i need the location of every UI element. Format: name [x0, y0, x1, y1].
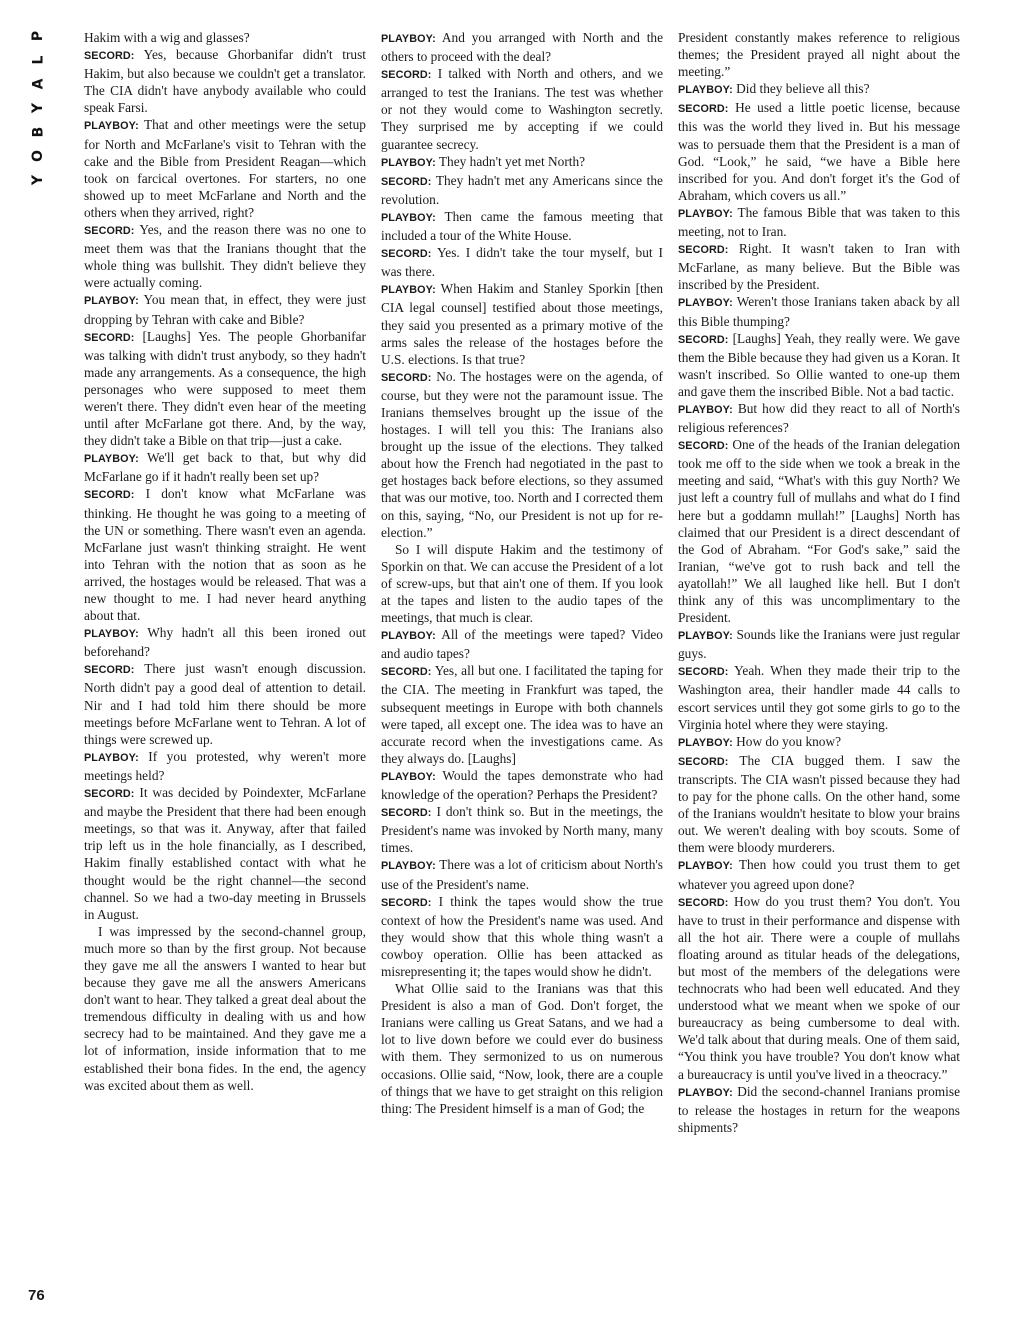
paragraph-text: If you protested, why weren't more meetings held? [84, 748, 366, 783]
speaker-label: SECORD: [381, 175, 432, 188]
speaker-label: SECORD: [84, 664, 135, 677]
speaker-label: SECORD: [84, 225, 135, 238]
speaker-label: PLAYBOY: [678, 860, 733, 873]
interview-paragraph [678, 240, 960, 293]
speaker-label: PLAYBOY: [84, 120, 139, 133]
interview-paragraph [678, 1083, 960, 1136]
interview-paragraph [84, 624, 366, 660]
interview-paragraph [381, 662, 663, 767]
paragraph-text: There was a lot of criticism about North's use of the President's name. [381, 857, 663, 892]
interview-paragraph [678, 733, 960, 752]
interview-paragraph [678, 626, 960, 662]
speaker-label: PLAYBOY: [84, 751, 139, 764]
paragraph-text: Yes, all but one. I facilitated the taping for the CIA. The meeting in Frankfurt was taped, the subsequent meetings in Europe with both channels were taped, all except one. The idea was to have an accurate record when the investigations came. As they always do. [Laughs] [381, 663, 663, 766]
speaker-label: PLAYBOY: [678, 736, 733, 749]
speaker-label: PLAYBOY: [678, 207, 733, 220]
interview-paragraph [84, 660, 366, 747]
masthead-letter: L [29, 55, 46, 65]
interview-paragraph [84, 485, 366, 624]
masthead-letter: O [30, 150, 46, 162]
masthead-letter: B [29, 126, 46, 138]
paragraph-text: I don't think so. But in the meetings, the President's name was invoked by North many, many times. [381, 804, 663, 856]
speaker-label: SECORD: [678, 244, 729, 257]
speaker-label: PLAYBOY: [381, 284, 436, 297]
paragraph-text: Yes. I didn't take the tour myself, but I was there. [381, 245, 663, 280]
speaker-label: PLAYBOY: [381, 156, 436, 169]
paragraph-text: You mean that, in effect, they were just dropping by Tehran with cake and Bible? [84, 292, 366, 327]
speaker-label: PLAYBOY: [678, 1086, 733, 1099]
masthead-logo [27, 24, 49, 192]
paragraph-text: That and other meetings were the setup for North and McFarlane's visit to Tehran with the cake and the Bible from President Reagan—which took on farcical overtones. For starters, no one showed up to meet McFarlane and North and the others when they arrived, right? [84, 117, 366, 220]
speaker-label: PLAYBOY: [678, 630, 733, 643]
paragraph-text: Right. It wasn't taken to Iran with McFarlane, as many believe. But the Bible was inscribed by the President. [678, 241, 960, 293]
interview-paragraph [381, 244, 663, 280]
speaker-label: SECORD: [84, 331, 135, 344]
paragraph-text: All of the meetings were taped? Video and audio tapes? [381, 627, 663, 662]
text-column-3 [678, 29, 960, 1297]
speaker-label: SECORD: [678, 755, 729, 768]
interview-paragraph [381, 65, 663, 152]
interview-paragraph [381, 980, 663, 1117]
speaker-label: PLAYBOY: [678, 297, 733, 310]
interview-paragraph [381, 856, 663, 892]
paragraph-text: How do you trust them? You don't. You have to trust in their performance and dispense with all the hot air. There were a couple of mullahs floating around as titular heads of the delegations, but most of the members of the delegations were technocrats who had been well educated. And they understood what we meant when we spoke of our bureaucracy as being cumbersome to deal with. We'd talk about that during meals. One of them said, “You think you have trouble? You don't know what a bureaucracy is until you've lived in a theocracy.” [678, 893, 960, 1082]
interview-paragraph [678, 204, 960, 240]
speaker-label: PLAYBOY: [381, 211, 436, 224]
paragraph-text: The famous Bible that was taken to this meeting, not to Iran. [678, 204, 960, 240]
speaker-label: PLAYBOY: [678, 403, 733, 416]
speaker-label: SECORD: [84, 788, 135, 801]
paragraph-text: The CIA bugged them. I saw the transcripts. The CIA wasn't pissed because they had to pay for the phone calls. On the other hand, some of the Iranians wouldn't hesitate to blow your brains out. We weren't dealing with boy scouts. Some of them were bloody murderers. [678, 752, 960, 856]
masthead-letter: Y [29, 102, 46, 114]
interview-paragraph [678, 293, 960, 329]
speaker-label: SECORD: [678, 333, 729, 346]
paragraph-text: It was decided by Poindexter, McFarlane and maybe the President that there had been enough meetings, so that was it. Anyway, after that failed trip left us in the hole financially, as I described, Hakim finally established contact with what he thought would be the right channel—the second channel. So we had a two-day meeting in Brussels in August. [84, 785, 366, 922]
speaker-label: SECORD: [381, 371, 432, 384]
speaker-label: PLAYBOY: [84, 628, 139, 641]
paragraph-text: He used a little poetic license, because this was the world they lived in. But his message was to persuade them that the President is a man of God. “Look,” he said, “we have a Bible here inscribed for you. And don't forget it's the God of Abraham, which covers us all.” [678, 100, 960, 203]
speaker-label: SECORD: [84, 50, 135, 63]
paragraph-text: [Laughs] Yeah, they really were. We gave them the Bible because they had given us a Koran. It wasn't inscribed. So Ollie wanted to one-up them and gave them the inscribed Bible. Not a bad tactic. [678, 330, 960, 399]
interview-paragraph [381, 172, 663, 208]
paragraph-text: And you arranged with North and the others to proceed with the deal? [381, 30, 663, 65]
text-column-2 [381, 29, 663, 1297]
interview-paragraph [84, 29, 366, 46]
speaker-label: SECORD: [381, 69, 432, 82]
paragraph-text: Yeah. When they made their trip to the Washington area, their handler made 44 calls to escort services until they got some girls to go to the Virginia hotel where they were staying. [678, 663, 960, 732]
paragraph-text: I don't know what McFarlane was thinking. He thought he was going to a meeting of the UN or something. There wasn't even an agenda. McFarlane just wasn't thinking straight. He went into Tehran with the notion that as soon as he arrived, the hostages would be released. That was a new thought to me. I had never heard anything about that. [84, 486, 366, 624]
masthead-letter: P [29, 30, 46, 42]
interview-paragraph [84, 328, 366, 450]
speaker-label: SECORD: [381, 248, 432, 261]
paragraph-text: What Ollie said to the Iranians was that this President is also a man of God. Don't forget, the Iranians were calling us Great Satans, and we had a lot to live down before we could ever do business with them. They sermonized to us on numerous occasions. Ollie said, “Now, look, there are a couple of things that we have to get straight on this religion thing: The President himself is a man of God; the [381, 981, 663, 1116]
interview-paragraph [381, 29, 663, 65]
speaker-label: SECORD: [381, 896, 432, 909]
interview-paragraph [84, 116, 366, 221]
paragraph-text: Would the tapes demonstrate who had knowledge of the operation? Perhaps the President? [381, 767, 663, 803]
speaker-label: PLAYBOY: [381, 33, 436, 45]
interview-paragraph [381, 893, 663, 980]
interview-paragraph [381, 280, 663, 367]
interview-paragraph [84, 449, 366, 485]
speaker-label: SECORD: [678, 440, 729, 453]
paragraph-text: We'll get back to that, but why did McFarlane go if it hadn't really been set up? [84, 450, 366, 485]
masthead-letter: A [30, 78, 46, 90]
interview-paragraph [381, 767, 663, 803]
interview-paragraph [84, 291, 366, 327]
speaker-label: PLAYBOY: [381, 770, 436, 783]
paragraph-text: But how did they react to all of North's religious references? [678, 400, 960, 436]
interview-paragraph [84, 748, 366, 784]
text-column-1 [84, 29, 366, 1297]
interview-paragraph [678, 80, 960, 99]
paragraph-text: Then how could you trust them to get whatever you agreed upon done? [678, 857, 960, 892]
paragraph-text: There just wasn't enough discussion. North didn't pay a good deal of attention to detail. Nir and I had told him there should be more meetings before McFarlane went to Tehran. A lot of things were screwed up. [84, 661, 366, 747]
paragraph-text: I think the tapes would show the true context of how the President's name was used. And they would show that this whole thing wasn't a cowboy operation. Ollie has been attacked as misrepresenting it; the tapes would show he didn't. [381, 893, 663, 979]
paragraph-text: Did the second-channel Iranians promise to release the hostages in return for the weapons shipments? [678, 1083, 960, 1135]
speaker-label: SECORD: [678, 666, 729, 679]
paragraph-text: Did they believe all this? [736, 81, 870, 97]
interview-paragraph [678, 856, 960, 892]
paragraph-text: Hakim with a wig and glasses? [84, 30, 250, 45]
speaker-label: SECORD: [678, 896, 729, 909]
paragraph-text: They hadn't met any Americans since the revolution. [381, 172, 663, 207]
interview-paragraph [84, 784, 366, 923]
paragraph-text: They hadn't yet met North? [438, 153, 586, 169]
interview-paragraph [84, 923, 366, 1094]
paragraph-text: Yes, and the reason there was no one to meet them was that the Iranians thought that the whole thing was bullshit. They didn't believe they were actually coming. [84, 222, 366, 291]
speaker-label: PLAYBOY: [381, 860, 436, 873]
interview-paragraph [678, 752, 960, 857]
speaker-label: PLAYBOY: [381, 630, 436, 643]
interview-paragraph [678, 400, 960, 436]
interview-paragraph [678, 29, 960, 80]
interview-paragraph [678, 662, 960, 732]
paragraph-text: Sounds like the Iranians were just regular guys. [678, 627, 960, 662]
paragraph-text: So I will dispute Hakim and the testimony of Sporkin on that. We can accuse the President of a lot of screw-ups, but that ain't one of them. If you look at the tapes and listen to the audio tapes of the meetings, that much is clear. [381, 541, 663, 626]
speaker-label: SECORD: [381, 666, 432, 679]
speaker-label: SECORD: [84, 489, 135, 502]
paragraph-text: I was impressed by the second-channel group, much more so than by the first group. Not because they gave me all the answers I wanted to hear but because they gave me all the answers Americans don't want to hear. They talked a great deal about the tremendous difficulty in dealing with us and how secrecy had to be maintained. And they gave me a lot of information, inside information that to me established their bona fides. In the end, the agency was excited about them as well. [84, 923, 366, 1093]
interview-paragraph [678, 436, 960, 626]
paragraph-text: Yes, because Ghorbanifar didn't trust Hakim, but also because we couldn't get a translator. The CIA didn't have anybody available who could speak Farsi. [84, 47, 366, 116]
interview-paragraph [678, 99, 960, 204]
interview-paragraph [381, 626, 663, 662]
speaker-label: PLAYBOY: [678, 84, 733, 97]
speaker-label: PLAYBOY: [84, 295, 139, 308]
interview-paragraph [381, 153, 663, 172]
paragraph-text: How do you know? [736, 733, 842, 749]
interview-paragraph [381, 541, 663, 626]
paragraph-text: Why hadn't all this been ironed out beforehand? [84, 625, 366, 660]
masthead-letter: Y [29, 174, 46, 186]
interview-paragraph [678, 330, 960, 400]
paragraph-text: President constantly makes reference to religious themes; the President prayed all night about the meeting.” [678, 30, 960, 80]
paragraph-text: When Hakim and Stanley Sporkin [then CIA legal counsel] testified about those meetings, they said you presented as a primary motive of the arms sales the release of the hostages before the U.S. elections. Is that true? [381, 281, 663, 367]
interview-paragraph [84, 221, 366, 291]
speaker-label: SECORD: [678, 103, 729, 116]
interview-paragraph [381, 803, 663, 856]
paragraph-text: Weren't those Iranians taken aback by all this Bible thumping? [678, 294, 960, 329]
paragraph-text: One of the heads of the Iranian delegation took me off to the side when we took a break in the meeting and said, “What's with this guy North? We just left a country full of mullahs and what do I find here but a goddamn mullah!” [Laughs] North has claimed that our President is a direct descendant of the God of Abraham. “For God's sake,” said the Iranian, “we've got to rush back and tell the ayatollah!” We all laughed like hell. But I don't think any of this was uncomplimentary to the President. [678, 437, 960, 626]
page-number: 76 [28, 1287, 45, 1304]
interview-paragraph [84, 46, 366, 116]
paragraph-text: I talked with North and others, and we arranged to test the Iranians. The test was whether or not they would come to Washington secretly. They surprised me by accepting if we could guarantee secrecy. [381, 66, 663, 152]
paragraph-text: Then came the famous meeting that included a tour of the White House. [381, 208, 663, 244]
speaker-label: SECORD: [381, 807, 432, 820]
paragraph-text: No. The hostages were on the agenda, of course, but they were not the paramount issue. The Iranians themselves brought up the issue of the hostages. I will tell you this: The Iranians also brought up the issue of the elections. They talked about how the French had negotiated in the past to get hostages back before elections, so they assumed that was our motive, too. North and I corrected them on this, saying, “No, our President is not up for re-election.” [381, 368, 663, 540]
interview-paragraph [381, 368, 663, 541]
speaker-label: PLAYBOY: [84, 453, 139, 466]
interview-paragraph [381, 208, 663, 244]
interview-paragraph [678, 893, 960, 1083]
paragraph-text: [Laughs] Yes. The people Ghorbanifar was talking with didn't trust anybody, so they hadn't made any arrangements. As a consequence, the high personages who were supposed to meet them weren't there. They didn't even hear of the meeting until after McFarlane got there. And, by the way, they didn't take a Bible on that trip—just a cake. [84, 328, 366, 449]
